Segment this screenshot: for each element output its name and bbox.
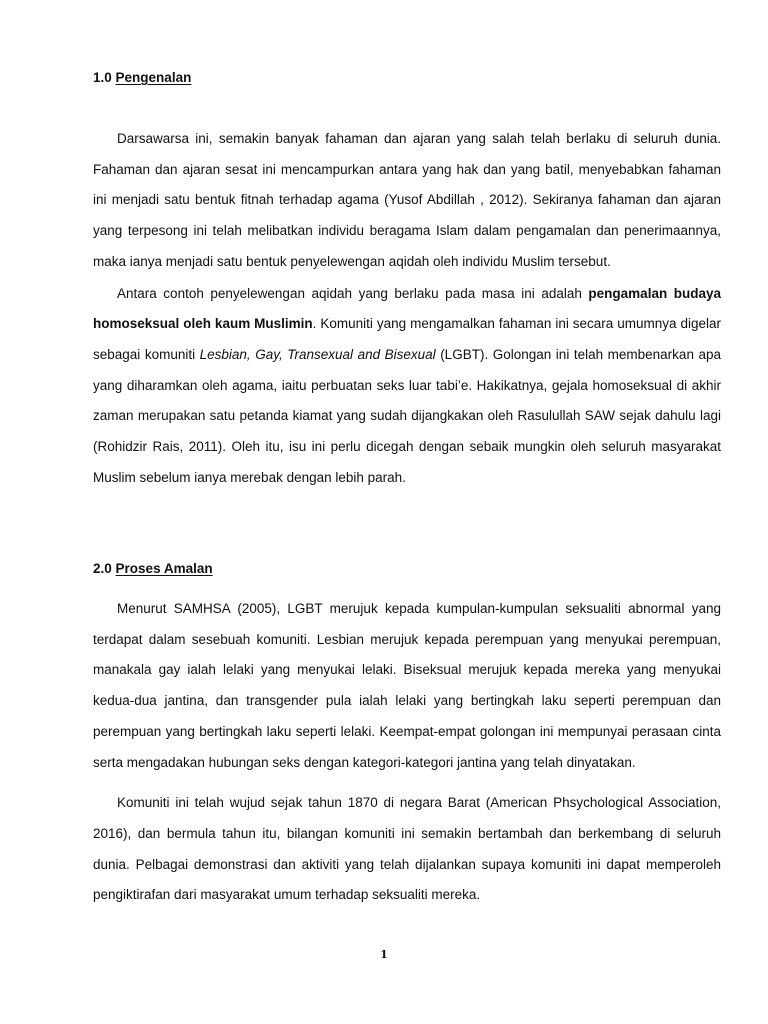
paragraph: Menurut SAMHSA (2005), LGBT merujuk kepada kumpulan-kumpulan seksualiti abnormal yang terdapat dalam sesebuah komuniti. Lesbian merujuk kepada perempuan yang menyukai perempuan, manakala gay ialah lelaki yang menyukai lelaki. Biseksual merujuk kepada mereka yang menyukai kedua-dua jantina, dan transgender pula ialah lelaki yang bertingkah laku seperti perempuan dan perempuan yang bertingkah laku seperti lelaki. Keempat-empat golongan ini mempunyai perasaan cinta serta mengadakan hubungan seks dengan kategori-kategori jantina yang telah dinyatakan. bbox=[93, 601, 721, 770]
paragraph: Darsawarsa ini, semakin banyak fahaman dan ajaran yang salah telah berlaku di seluruh dunia. Fahaman dan ajaran sesat ini mencampurkan antara yang hak dan yang batil, menyebabkan fahaman ini menjadi satu bentuk fitnah terhadap agama (Yusof Abdillah , 2012). Sekiranya fahaman dan ajaran yang terpesong ini telah melibatkan individu beragama Islam dalam pengamalan dan penerimaannya, maka ianya menjadi satu bentuk penyelewengan aqidah oleh individu Muslim tersebut. bbox=[93, 131, 721, 269]
paragraph: Komuniti ini telah wujud sejak tahun 1870 di negara Barat (American Phsychological Association, 2016), dan bermula tahun itu, bilangan komuniti ini semakin bertambah dan berkembang di seluruh dunia. Pelbagai demonstrasi dan aktiviti yang telah dijalankan supaya komuniti ini dapat memperoleh pengiktirafan dari masyarakat umum terhadap seksualiti mereka. bbox=[93, 795, 721, 903]
section-title: Pengenalan bbox=[115, 70, 192, 85]
section-body-pengenalan bbox=[93, 124, 721, 493]
section-body-proses-amalan bbox=[93, 594, 721, 911]
section-heading-proses-amalan bbox=[93, 561, 213, 577]
section-number: 1.0 bbox=[93, 70, 112, 85]
paragraph bbox=[93, 279, 721, 494]
section-number: 2.0 bbox=[93, 561, 112, 576]
page-number: 1 bbox=[380, 948, 388, 961]
section-title: Proses Amalan bbox=[115, 561, 213, 576]
italic-text: Lesbian, Gay, Transexual and Bisexual bbox=[199, 346, 436, 362]
bold-text: pengamalan budaya homoseksual oleh kaum Muslimin bbox=[93, 285, 721, 332]
section-heading-pengenalan bbox=[93, 70, 191, 86]
text-run: (LGBT). Golongan ini telah membenarkan apa yang diharamkan oleh agama, iaitu perbuatan seks luar tabi’e. Hakikatnya, gejala homoseksual di akhir zaman merupakan satu petanda kiamat yang sudah dijangkakan oleh Rasulullah SAW sejak dahulu lagi (Rohidzir Rais, 2011). Oleh itu, isu ini perlu dicegah dengan sebaik mungkin oleh seluruh masyarakat Muslim sebelum ianya merebak dengan lebih parah. bbox=[93, 346, 722, 485]
text-run: Antara contoh penyelewengan aqidah yang berlaku pada masa ini adalah bbox=[117, 285, 589, 301]
text-run: . Komuniti yang mengamalkan fahaman ini secara umumnya digelar sebagai komuniti bbox=[93, 316, 721, 362]
